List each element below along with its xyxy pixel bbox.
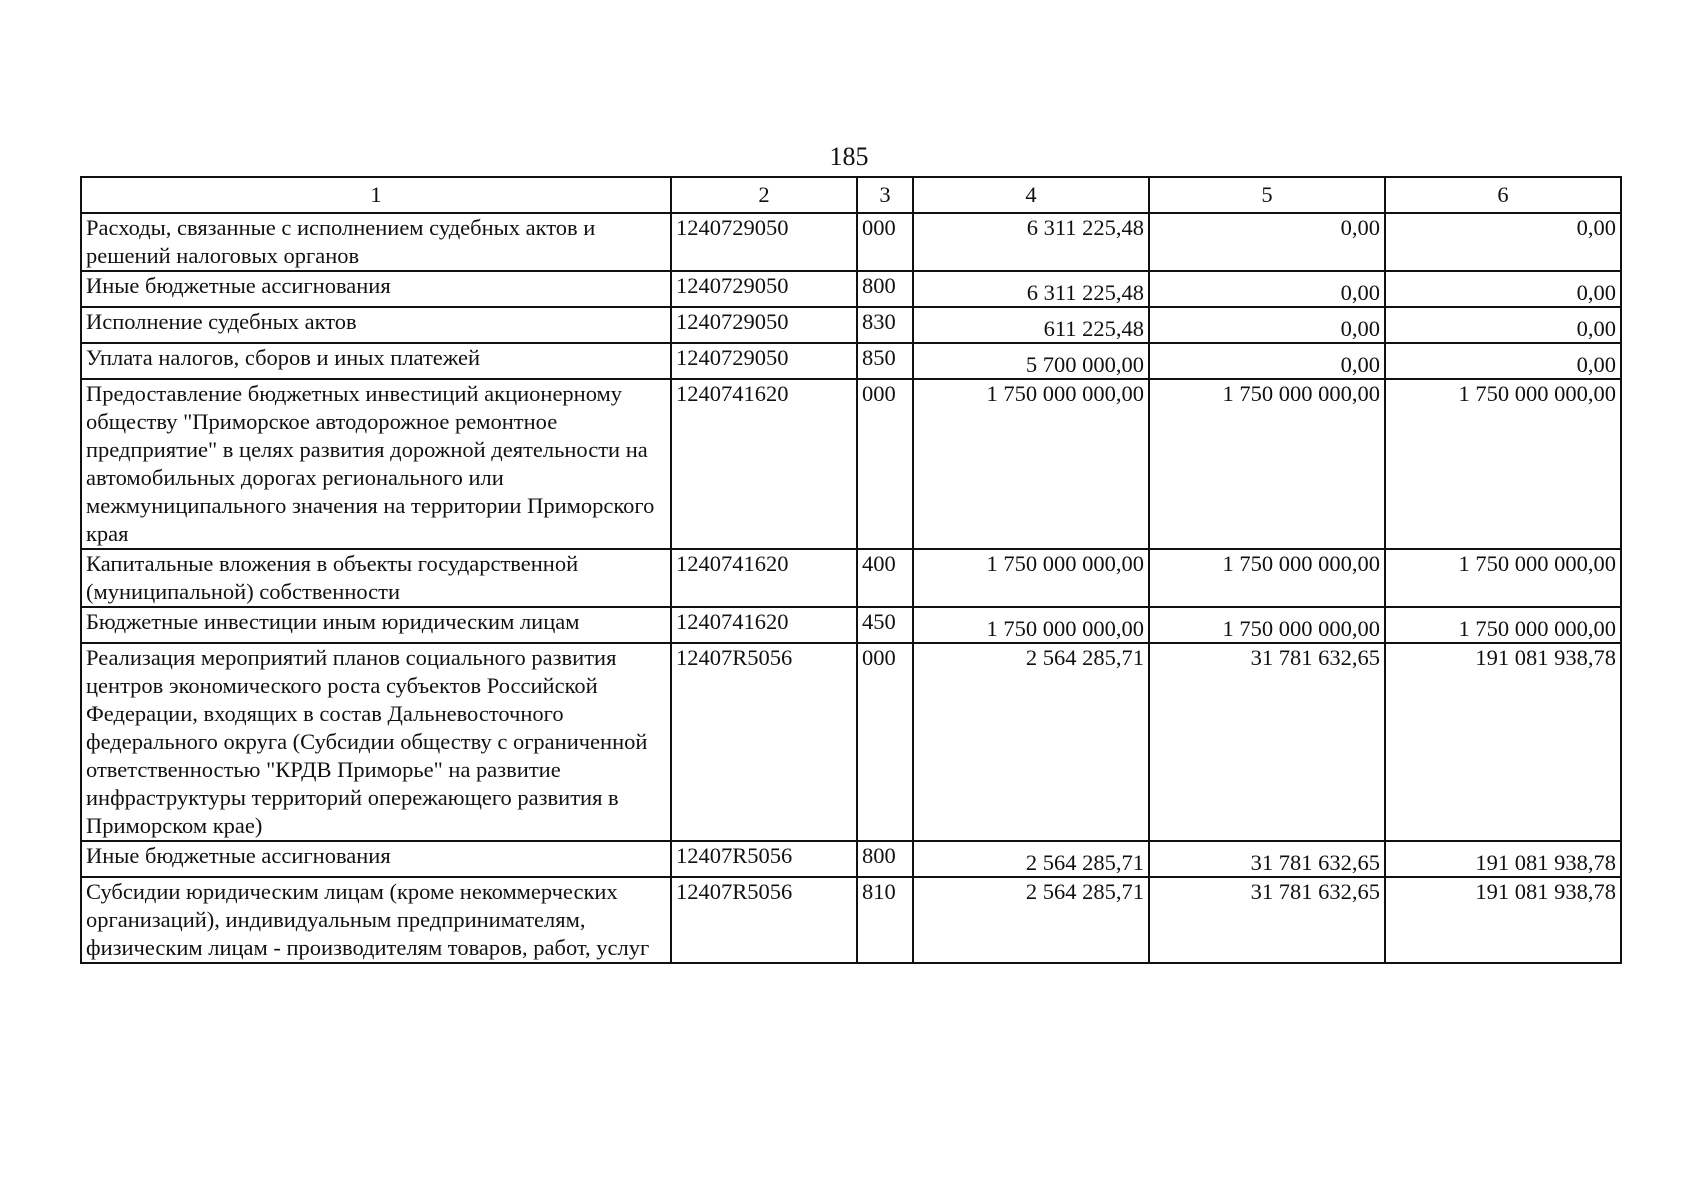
row-value-col4: 2 564 285,71 bbox=[913, 643, 1149, 841]
row-expense-type: 000 bbox=[857, 643, 913, 841]
row-value-col5: 0,00 bbox=[1149, 343, 1385, 379]
row-name: Уплата налогов, сборов и иных платежей bbox=[81, 343, 671, 379]
row-code: 12407R5056 bbox=[671, 877, 857, 963]
row-name: Бюджетные инвестиции иным юридическим лицам bbox=[81, 607, 671, 643]
table-row bbox=[81, 343, 1621, 379]
row-value-col6: 191 081 938,78 bbox=[1385, 877, 1621, 963]
row-expense-type: 400 bbox=[857, 549, 913, 607]
row-value-col4: 5 700 000,00 bbox=[913, 343, 1149, 379]
row-value-col4: 6 311 225,48 bbox=[913, 271, 1149, 307]
row-value-col4: 6 311 225,48 bbox=[913, 213, 1149, 271]
table-row bbox=[81, 877, 1621, 963]
row-value-col6: 1 750 000 000,00 bbox=[1385, 379, 1621, 549]
row-value-col5: 31 781 632,65 bbox=[1149, 877, 1385, 963]
row-code: 12407R5056 bbox=[671, 643, 857, 841]
page-number: 185 bbox=[829, 142, 869, 171]
table-row bbox=[81, 379, 1621, 549]
row-value-col6: 0,00 bbox=[1385, 213, 1621, 271]
row-expense-type: 450 bbox=[857, 607, 913, 643]
row-expense-type: 800 bbox=[857, 271, 913, 307]
column-header: 3 bbox=[857, 177, 913, 213]
row-expense-type: 810 bbox=[857, 877, 913, 963]
row-name: Иные бюджетные ассигнования bbox=[81, 841, 671, 877]
row-value-col6: 0,00 bbox=[1385, 271, 1621, 307]
row-value-col4: 1 750 000 000,00 bbox=[913, 379, 1149, 549]
row-code: 1240729050 bbox=[671, 271, 857, 307]
row-value-col5: 1 750 000 000,00 bbox=[1149, 607, 1385, 643]
row-name: Исполнение судебных актов bbox=[81, 307, 671, 343]
row-value-col6: 1 750 000 000,00 bbox=[1385, 607, 1621, 643]
table-row bbox=[81, 213, 1621, 271]
row-value-col6: 191 081 938,78 bbox=[1385, 643, 1621, 841]
row-code: 1240741620 bbox=[671, 549, 857, 607]
row-value-col5: 0,00 bbox=[1149, 213, 1385, 271]
row-value-col5: 1 750 000 000,00 bbox=[1149, 549, 1385, 607]
row-value-col5: 1 750 000 000,00 bbox=[1149, 379, 1385, 549]
row-code: 1240729050 bbox=[671, 307, 857, 343]
row-code: 1240729050 bbox=[671, 213, 857, 271]
row-code: 1240741620 bbox=[671, 607, 857, 643]
row-code: 1240741620 bbox=[671, 379, 857, 549]
row-value-col5: 0,00 bbox=[1149, 271, 1385, 307]
budget-table bbox=[80, 176, 1622, 964]
table-row bbox=[81, 271, 1621, 307]
table-row bbox=[81, 549, 1621, 607]
row-value-col5: 31 781 632,65 bbox=[1149, 841, 1385, 877]
row-value-col6: 1 750 000 000,00 bbox=[1385, 549, 1621, 607]
table-row bbox=[81, 607, 1621, 643]
table-header-row bbox=[81, 177, 1621, 213]
row-expense-type: 000 bbox=[857, 379, 913, 549]
column-header: 1 bbox=[81, 177, 671, 213]
row-value-col6: 0,00 bbox=[1385, 343, 1621, 379]
row-name: Реализация мероприятий планов социального развития центров экономического роста субъектов Российской Федерации, входящих в состав Дальневосточного федерального округа (Субсидии обществу с ограниченной ответственностью "КРДВ Приморье" на развитие инфраструктуры территорий опережающего развития в Приморском крае) bbox=[81, 643, 671, 841]
column-header: 4 bbox=[913, 177, 1149, 213]
row-expense-type: 830 bbox=[857, 307, 913, 343]
table-row bbox=[81, 643, 1621, 841]
column-header: 5 bbox=[1149, 177, 1385, 213]
row-value-col6: 191 081 938,78 bbox=[1385, 841, 1621, 877]
row-code: 12407R5056 bbox=[671, 841, 857, 877]
table-row bbox=[81, 841, 1621, 877]
row-value-col4: 1 750 000 000,00 bbox=[913, 549, 1149, 607]
row-value-col4: 611 225,48 bbox=[913, 307, 1149, 343]
row-value-col5: 0,00 bbox=[1149, 307, 1385, 343]
row-value-col4: 2 564 285,71 bbox=[913, 841, 1149, 877]
row-expense-type: 000 bbox=[857, 213, 913, 271]
row-value-col5: 31 781 632,65 bbox=[1149, 643, 1385, 841]
row-name: Субсидии юридическим лицам (кроме некоммерческих организаций), индивидуальным предпринимателям, физическим лицам - производителям товаров, работ, услуг bbox=[81, 877, 671, 963]
row-value-col4: 2 564 285,71 bbox=[913, 877, 1149, 963]
row-name: Капитальные вложения в объекты государственной (муниципальной) собственности bbox=[81, 549, 671, 607]
row-name: Предоставление бюджетных инвестиций акционерному обществу "Приморское автодорожное ремонтное предприятие" в целях развития дорожной деятельности на автомобильных дорогах регионального или межмуниципального значения на территории Приморского края bbox=[81, 379, 671, 549]
table-row bbox=[81, 307, 1621, 343]
row-expense-type: 800 bbox=[857, 841, 913, 877]
row-name: Иные бюджетные ассигнования bbox=[81, 271, 671, 307]
row-code: 1240729050 bbox=[671, 343, 857, 379]
row-expense-type: 850 bbox=[857, 343, 913, 379]
row-value-col6: 0,00 bbox=[1385, 307, 1621, 343]
column-header: 2 bbox=[671, 177, 857, 213]
column-header: 6 bbox=[1385, 177, 1621, 213]
row-name: Расходы, связанные с исполнением судебных актов и решений налоговых органов bbox=[81, 213, 671, 271]
row-value-col4: 1 750 000 000,00 bbox=[913, 607, 1149, 643]
